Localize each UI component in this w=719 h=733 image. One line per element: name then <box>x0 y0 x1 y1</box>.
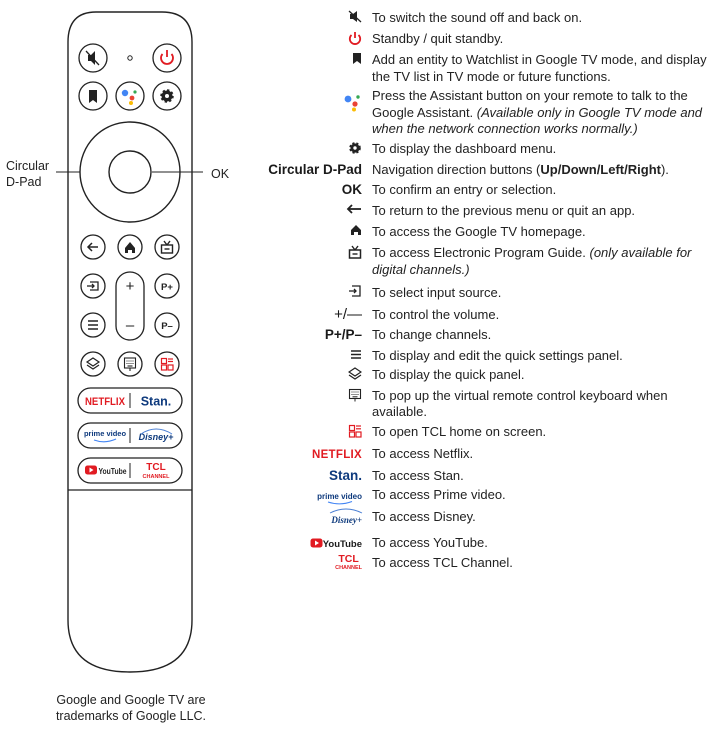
legend-text: Add an entity to Watchlist in Google TV mode, and display the TV list in TV mode or future functions. <box>372 52 707 84</box>
legend-row-layers <box>262 367 714 385</box>
assistant-icon <box>342 92 362 112</box>
remote-illustration <box>0 0 260 733</box>
volume-minus-label: – <box>125 317 135 334</box>
legend-text: To control the volume. <box>372 306 500 322</box>
bookmark-icon <box>352 52 362 65</box>
channel-up-button[interactable] <box>155 274 179 298</box>
disney-logo: Disney+ <box>331 515 362 525</box>
layers-icon <box>348 367 362 380</box>
legend-row-tcl-channel <box>262 555 714 574</box>
netflix-logo: NETFLIX <box>311 449 362 461</box>
trademark-footnote: Google and Google TV are trademarks of Google LLC. <box>55 693 207 723</box>
ok-callout: OK <box>211 167 230 181</box>
legend-text: To open TCL home on screen. <box>372 423 547 439</box>
legend-label: Circular D-Pad <box>268 162 362 177</box>
legend-row-channel <box>262 327 714 344</box>
tcl-channel-logo: CHANNEL <box>335 565 362 571</box>
legend-note: (only available for digital channels.) <box>372 245 692 277</box>
legend-text: To access Netflix. <box>372 446 474 461</box>
back-button[interactable] <box>81 235 105 259</box>
legend-row-ok <box>262 182 714 199</box>
legend-row-dpad <box>262 162 714 179</box>
legend-row-menu <box>262 348 714 365</box>
keyboard-button[interactable] <box>118 352 142 376</box>
prime-disney-button[interactable] <box>78 423 182 448</box>
legend-text: To access Electronic Program Guide. <box>372 245 586 260</box>
legend-text: ). <box>660 162 669 177</box>
ok-button[interactable] <box>109 151 151 193</box>
legend-text-bold: Up/Down/Left/Right <box>540 162 661 177</box>
legend-row-home <box>262 224 714 241</box>
legend-row-netflix <box>262 446 714 464</box>
dpad-callout-line2: D-Pad <box>6 175 42 189</box>
remote-body <box>68 12 192 672</box>
legend-label: P+/P– <box>324 327 362 342</box>
legend-row-bookmark <box>262 52 714 85</box>
prime-video-logo: prime video <box>83 429 127 438</box>
tcl-logo: TCL <box>146 462 166 473</box>
legend-text: To access TCL Channel. <box>372 555 513 570</box>
legend-row-youtube <box>262 535 714 554</box>
legend-text: To pop up the virtual remote control keyboard when available. <box>372 387 668 419</box>
dpad-callout <box>6 158 49 190</box>
channel-down-label: P– <box>161 321 173 332</box>
volume-plus-label: + <box>125 278 135 295</box>
tcl-channel-logo: CHANNEL <box>142 474 170 480</box>
prime-smile-icon <box>326 501 354 505</box>
volume-rocker[interactable] <box>116 272 144 340</box>
legend-text: To display and edit the quick settings panel. <box>372 347 623 363</box>
legend-row-keyboard <box>262 388 714 421</box>
legend-text: To access Prime video. <box>372 487 506 502</box>
legend-label: +/— <box>334 305 362 323</box>
netflix-stan-button[interactable] <box>78 388 182 413</box>
menu-icon <box>350 349 362 360</box>
legend-text: Standby / quit standby. <box>372 30 504 46</box>
tcl-home-button[interactable] <box>155 352 179 376</box>
mute-icon <box>348 10 362 23</box>
legend-text: To change channels. <box>372 327 492 342</box>
dpad-callout-line1: Circular <box>6 159 50 173</box>
legend-text: Navigation direction buttons ( <box>372 162 541 177</box>
keyboard-icon <box>348 388 362 402</box>
stan-logo: Stan. <box>328 467 362 483</box>
home-button[interactable] <box>118 235 142 259</box>
legend-text: To switch the sound off and back on. <box>372 10 583 25</box>
legend-note: (Available only in Google TV mode and when the network connection works normally.) <box>372 104 703 136</box>
guide-icon <box>348 245 362 259</box>
bookmark-button[interactable] <box>79 82 107 110</box>
gear-icon <box>348 141 362 155</box>
quick-panel-button[interactable] <box>81 352 105 376</box>
disney-logo: Disney+ <box>138 432 174 442</box>
youtube-play-icon <box>310 538 323 548</box>
channel-down-button[interactable] <box>155 313 179 337</box>
legend-row-disney <box>262 509 714 529</box>
mute-button[interactable] <box>79 44 107 72</box>
legend-text: To access Disney. <box>372 509 476 524</box>
legend-text: To display the dashboard menu. <box>372 140 557 156</box>
guide-button[interactable] <box>155 235 179 259</box>
tcl-home-icon <box>348 424 362 438</box>
legend-row-gear <box>262 141 714 160</box>
legend-row-prime <box>262 487 714 505</box>
legend-row-mute <box>262 10 714 28</box>
legend-row-input <box>262 285 714 302</box>
youtube-logo: YouTube <box>98 466 127 476</box>
prime-video-logo: prime video <box>317 492 362 501</box>
legend-text: To return to the previous menu or quit an app. <box>372 203 636 218</box>
power-icon <box>348 31 362 45</box>
gear-icon <box>162 91 173 102</box>
legend-text: To access the Google TV homepage. <box>372 223 586 239</box>
legend-row-tcl-home <box>262 424 714 443</box>
legend-row-power <box>262 31 714 50</box>
legend-row-guide <box>262 245 714 278</box>
netflix-logo: NETFLIX <box>85 396 126 408</box>
legend-text: To display the quick panel. <box>372 367 525 382</box>
legend-text: To access Stan. <box>372 467 464 483</box>
input-source-button[interactable] <box>81 274 105 298</box>
legend-row-volume <box>262 307 714 324</box>
menu-button[interactable] <box>81 313 105 337</box>
stan-logo: Stan. <box>140 394 172 409</box>
legend-label: OK <box>341 181 362 197</box>
home-icon <box>350 224 362 236</box>
channel-up-label: P+ <box>161 282 173 293</box>
tcl-logo: TCL <box>338 553 359 565</box>
input-source-icon <box>348 285 362 297</box>
legend-row-stan <box>262 468 714 485</box>
legend-row-assistant <box>262 88 714 138</box>
legend-text: Press the Assistant button on your remote to talk to the Google Assistant. <box>372 88 688 120</box>
legend-row-back <box>262 203 714 220</box>
disney-arc-icon <box>329 508 363 514</box>
legend-text: To access YouTube. <box>372 534 488 550</box>
youtube-play-icon <box>85 466 97 475</box>
assistant-button[interactable] <box>116 82 144 110</box>
dashboard-button[interactable] <box>153 82 181 110</box>
button-legend <box>262 8 714 574</box>
back-arrow-icon <box>346 203 362 215</box>
legend-text: To select input source. <box>372 285 502 300</box>
legend-text: To confirm an entry or selection. <box>372 181 557 197</box>
youtube-tcl-button[interactable] <box>78 458 182 483</box>
youtube-logo: YouTube <box>322 538 362 550</box>
power-button[interactable] <box>153 44 181 72</box>
